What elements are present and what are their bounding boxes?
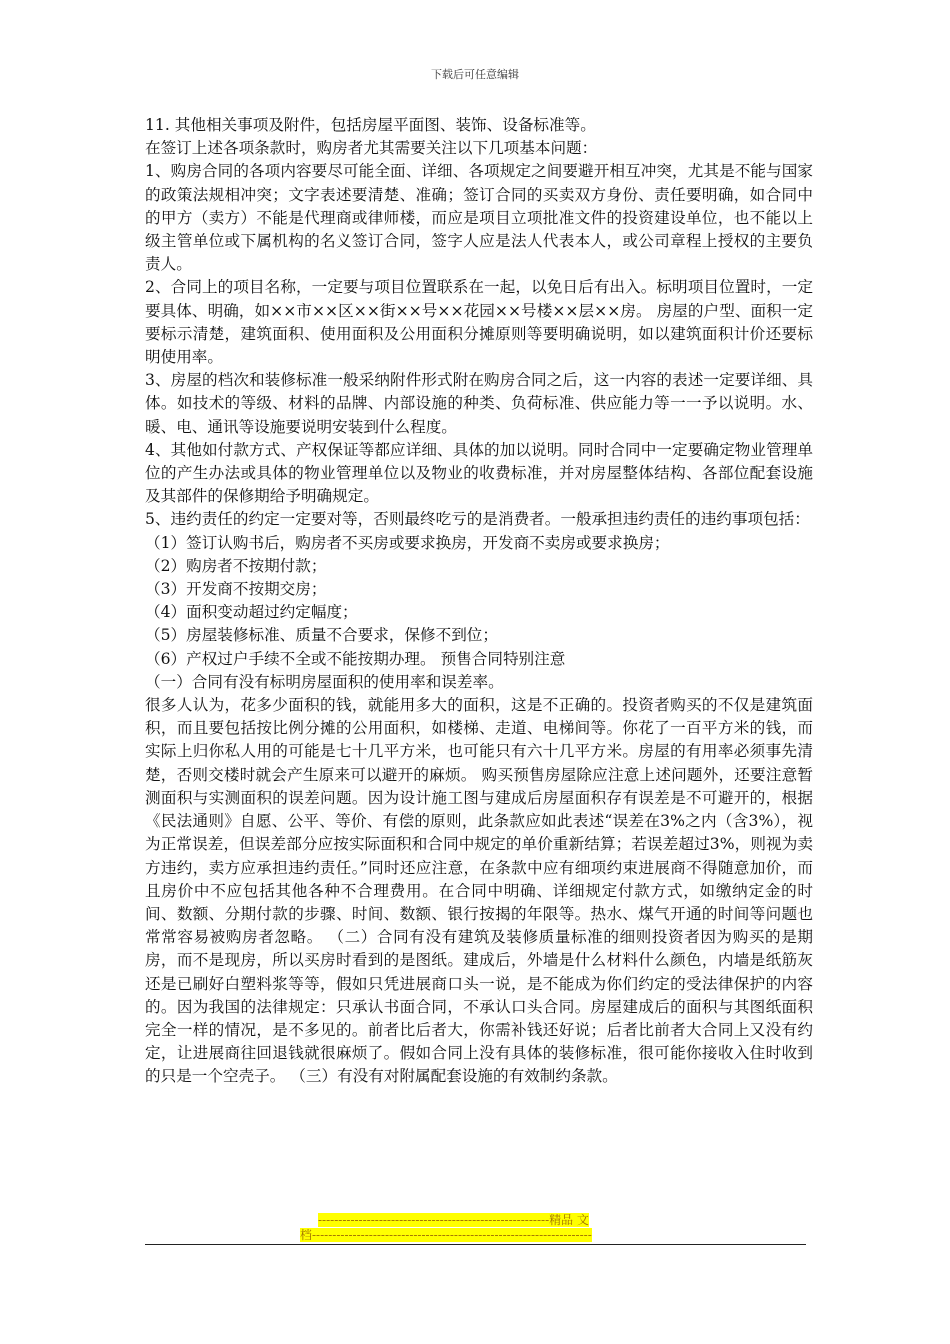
list-item: （5）房屋装修标准、质量不合要求，保修不到位； (145, 626, 498, 645)
paragraph-body: 很多人认为，花多少面积的钱，就能用多大的面积，这是不正确的。投资者购买的不仅是建筑面积，而且要包括按比例分摊的公用面积，如楼梯、走道、电梯间等。你花了一百平方米的钱，而实际上归你私人用的可能是七十几平方米，也可能只有六十几平方米。房屋的有用率必须事先清楚，否则交楼时就会产生原来可以避开的麻烦。 购买预售房屋除应注意上述问题外，还要注意暂测面积与实测面积的误差问题。因为设计施工图与建成后房屋面积存有误差是不可避开的，根据《民法通则》自愿、公平、等价、有偿的原则，此条款应如此表述“误差在3%之内（含3%），视为正常误差，但误差部分应按实际面积和合同中规定的单价重新结算；若误差超过3%，则视为卖方违约，卖方应承担违约责任。”同时还应注意，在条款中应有细项约束进展商不得随意加价，而且房价中不应包括其他各种不合理费用。在合同中明确、详细规定付款方式，如缴纳定金的时间、数额、分期付款的步骤、时间、数额、银行按揭的年限等。热水、煤气开通的时间等问题也常常容易被购房者忽略。 （二）合同有没有建筑及装修质量标准的细则投资者因为购买的是期房，而不是现房，所以买房时看到的是图纸。建成后，外墙是什么材料什么颜色，内墙是纸筋灰还是已刷好白塑料浆等等，假如只凭进展商口头一说，是不能成为你们约定的受法律保护的内容的。因为我国的法律规定：只承认书面合同，不承认口头合同。房屋建成后的面积与其图纸面积完全一样的情况，是不多见的。前者比后者大，你需补钱还好说；后者比前者大合同上又没有约定，让进展商往回退钱就很麻烦了。假如合同上没有具体的装修标准，很可能你接收入住时收到的只是一个空壳子。 （三）有没有对附属配套设施的有效制约条款。 (145, 696, 813, 1086)
paragraph-point-2: 2、合同上的项目名称，一定要与项目位置联系在一起，以免日后有出入。标明项目位置时，一定要具体、明确，如××市××区××街××号××花园××号楼××层××房。 房屋的户型、面积一定要标示清楚，建筑面积、使用面积及公用面积分摊原则等要明确说明，如以建筑面积计价还要标明使用率。 (145, 278, 813, 367)
paragraph-point-1: 1、购房合同的各项内容要尽可能全面、详细、各项规定之间要避开相互冲突，尤其是不能与国家的政策法规相冲突；文字表述要清楚、准确；签订合同的买卖双方身份、责任要明确，如合同中的甲方（卖方）不能是代理商或律师楼，而应是项目立项批准文件的投资建设单位，也不能以上级主管单位或下属机构的名义签订合同，签字人应是法人代表本人，或公司章程上授权的主要负责人。 (145, 162, 813, 274)
paragraph-item-11: 11. 其他相关事项及附件，包括房屋平面图、装饰、设备标准等。 (145, 116, 596, 134)
list-item: （1）签订认购书后，购房者不买房或要求换房，开发商不卖房或要求换房； (145, 533, 670, 552)
list-item: （3）开发商不按期交房； (145, 580, 327, 599)
paragraph-point-3: 3、房屋的档次和装修标准一般采纳附件形式附在购房合同之后，这一内容的表述一定要详细、具体。如技术的等级、材料的品牌、内部设施的种类、负荷标准、供应能力等一一予以说明。水、暖、电、通讯等设施要说明安装到什么程度。 (145, 371, 813, 436)
page-header: 下载后可任意编辑 (431, 68, 519, 81)
paragraph-point-4: 4、其他如付款方式、产权保证等都应详细、具体的加以说明。同时合同中一定要确定物业管理单位的产生办法或具体的物业管理单位以及物业的收费标准，并对房屋整体结构、各部位配套设施及其部件的保修期给予明确规定。 (145, 440, 813, 506)
document-body (145, 114, 813, 1089)
paragraph-intro: 在签订上述各项条款时，购房者尤其需要关注以下几项基本问题： (145, 139, 598, 158)
footer-line-2: 档--------------------------------------------------------------------- (300, 1228, 592, 1242)
footer-line-1: ---------------------------------------------------------精品 文 (318, 1213, 589, 1227)
list-item: （2）购房者不按期付款； (145, 556, 327, 575)
footer-watermark (300, 1213, 650, 1243)
list-item: （4）面积变动超过约定幅度； (145, 603, 358, 622)
section-heading: （一）合同有没有标明房屋面积的使用率和误差率。 (145, 672, 504, 691)
paragraph-point-5: 5、违约责任的约定一定要对等，否则最终吃亏的是消费者。一般承担违约责任的违约事项包括： (145, 510, 810, 529)
list-item: （6）产权过户手续不全或不能按期办理。 预售合同特别注意 (145, 649, 566, 668)
footer-divider (145, 1244, 806, 1245)
